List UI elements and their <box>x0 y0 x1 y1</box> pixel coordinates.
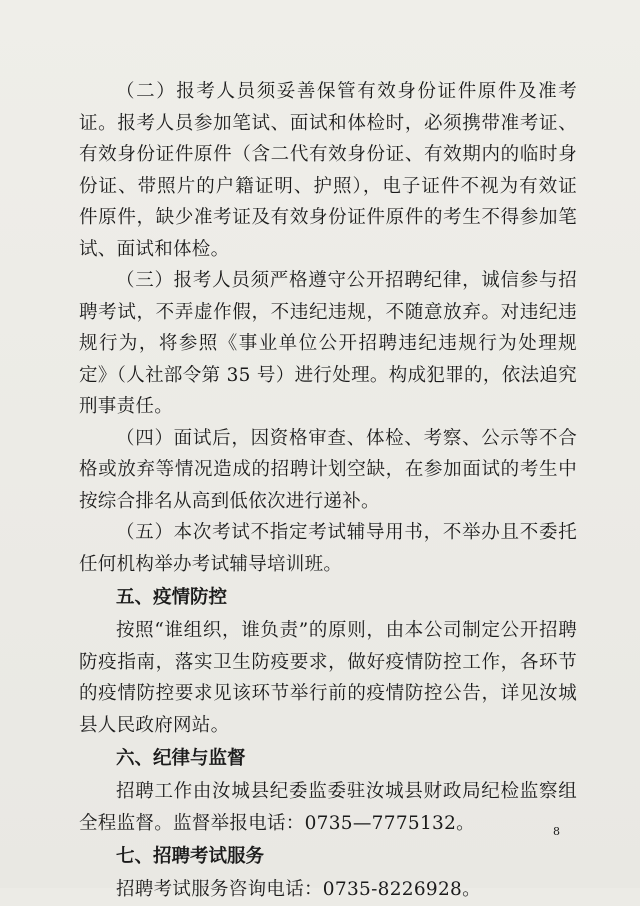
paragraph-exam-documents: （二）报考人员须妥善保管有效身份证件原件及准考证。报考人员参加笔试、面试和体检时，必须携带准考证、有效身份证件原件（含二代有效身份证、有效期内的临时身份证、带照片的户籍证明、护照），电子证件不视为有效证件原件，缺少准考证及有效身份证件原件的考生不得参加笔试、面试和体检。 <box>79 81 577 260</box>
paragraph-no-tutoring: （五）本次考试不指定考试辅导用书，不举办且不委托任何机构举办考试辅导培训班。 <box>79 522 577 575</box>
paragraph-discipline: （三）报考人员须严格遵守公开招聘纪律，诚信参与招聘考试，不弄虚作假，不违纪违规，不随意放弃。对违纪违规行为，将参照《事业单位公开招聘违纪违规行为处理规定》（人社部令第 35 号）进行处理。构成犯罪的，依法追究刑事责任。 <box>79 270 577 417</box>
paragraph-epidemic-control: 按照“谁组织，谁负责”的原则，由本公司制定公开招聘防疫指南，落实卫生防疫要求，做好疫情防控工作，各环节的疫情防控要求见该环节举行前的疫情防控公告，详见汝城县人民政府网站。 <box>79 620 577 736</box>
paragraph-service-phone: 招聘考试服务咨询电话：0735-8226928。 <box>116 879 481 900</box>
paragraph-supervision: 招聘工作由汝城县纪委监委驻汝城县财政局纪检监察组全程监督。监督举报电话：0735—7775132。 <box>79 781 577 834</box>
paragraph-backfill: （四）面试后，因资格审查、体检、考察、公示等不合格或放弃等情况造成的招聘计划空缺，在参加面试的考生中按综合排名从高到低依次进行递补。 <box>79 427 577 512</box>
document-body <box>79 76 577 906</box>
heading-exam-service: 七、招聘考试服务 <box>116 846 265 867</box>
page-number: 8 <box>553 825 560 838</box>
heading-epidemic-control: 五、疫情防控 <box>116 587 228 608</box>
heading-discipline-supervision: 六、纪律与监督 <box>116 748 246 769</box>
